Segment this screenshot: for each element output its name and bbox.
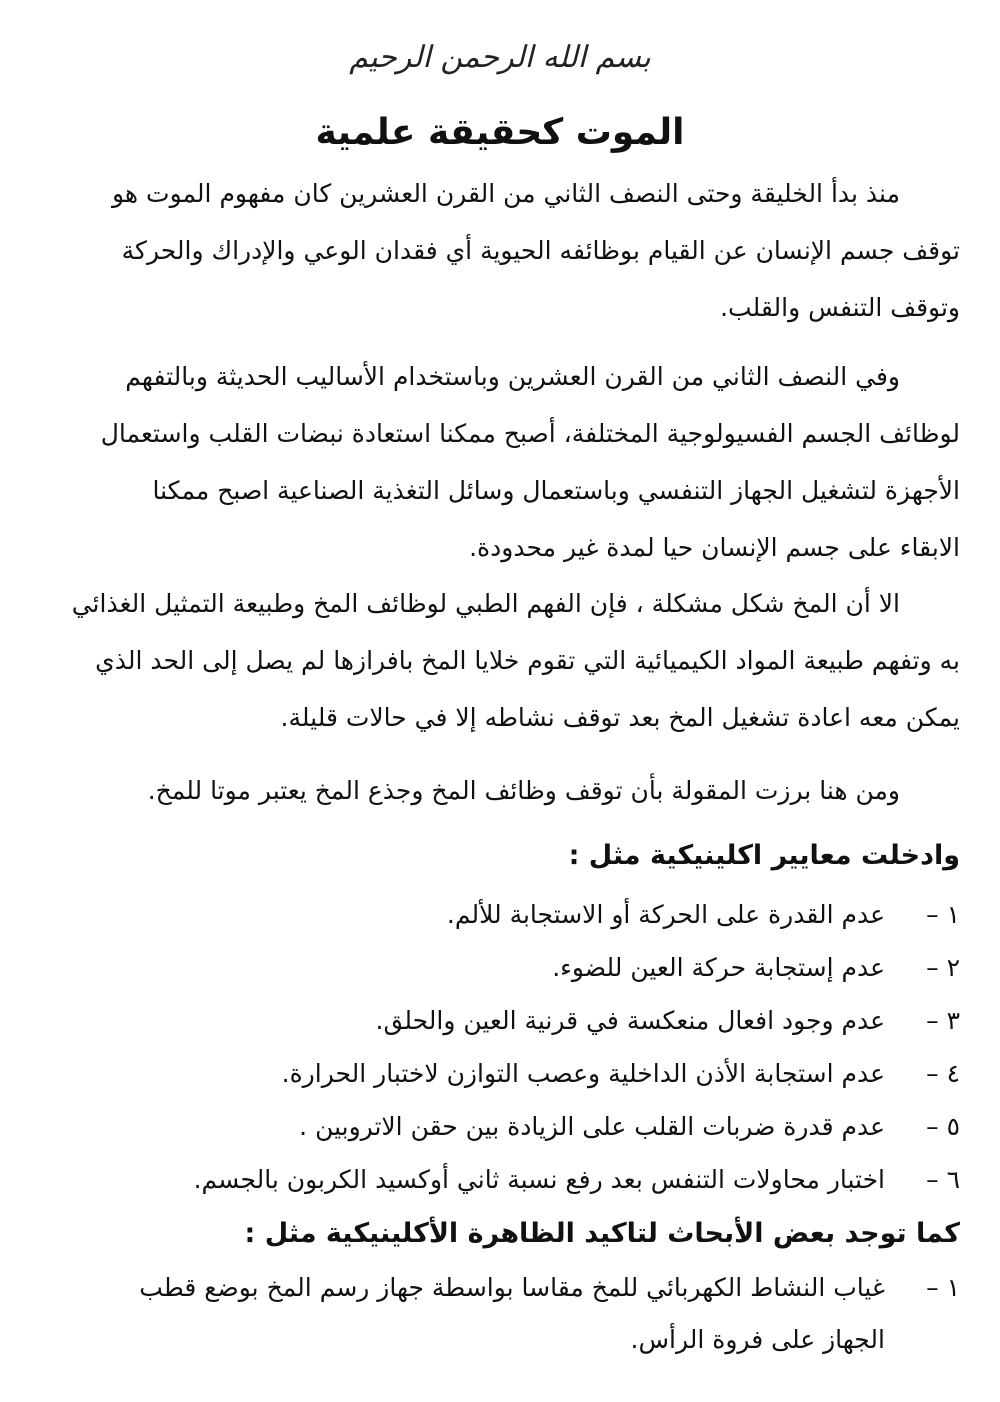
paragraph-line: توقف جسم الإنسان عن القيام بوظائفه الحيوية أي فقدان الوعي والإدراك والحركة (121, 236, 960, 265)
paragraph-4 (40, 762, 960, 819)
item-text: اختبار محاولات التنفس بعد رفع نسبة ثاني أوكسيد الكربون بالجسم. (193, 1165, 885, 1194)
paragraph-line: وتوقف التنفس والقلب. (720, 293, 960, 322)
item-text: عدم استجابة الأذن الداخلية وعصب التوازن لاختبار الحرارة. (281, 1059, 885, 1088)
bismillah-header: بسم الله الرحمن الرحيم (349, 40, 651, 75)
item-text: عدم القدرة على الحركة أو الاستجابة للألم. (446, 900, 885, 929)
criteria-heading: وادخلت معايير اكلينيكية مثل : (568, 840, 960, 871)
item-number: ١ – (926, 1273, 960, 1302)
research-heading: كما توجد بعض الأبحاث لتاكيد الظاهرة الأكلينيكية مثل : (244, 1218, 960, 1249)
list-item (40, 994, 960, 1047)
item-number: ٥ – (926, 1112, 960, 1141)
item-text-continued: الجهاز على فروة الرأس. (630, 1325, 885, 1354)
item-text: غياب النشاط الكهربائي للمخ مقاسا بواسطة جهاز رسم المخ بوضع قطب (139, 1273, 885, 1302)
list-item (40, 1262, 960, 1366)
item-number: ٤ – (926, 1059, 960, 1088)
list-item (40, 1153, 960, 1206)
item-number: ٦ – (926, 1165, 960, 1194)
paragraph-1 (40, 165, 960, 336)
research-list (40, 1262, 960, 1366)
paragraph-line: وفي النصف الثاني من القرن العشرين وباستخدام الأساليب الحديثة وبالتفهم (125, 362, 900, 391)
item-number: ١ – (926, 900, 960, 929)
paragraph-line: به وتفهم طبيعة المواد الكيميائية التي تقوم خلايا المخ بافرازها لم يصل إلى الحد الذي (95, 646, 960, 675)
list-item (40, 1047, 960, 1100)
list-item (40, 888, 960, 941)
list-item (40, 941, 960, 994)
paragraph-3 (40, 575, 960, 746)
item-text: عدم وجود افعال منعكسة في قرنية العين والحلق. (375, 1006, 885, 1035)
criteria-list (40, 888, 960, 1206)
item-text: عدم إستجابة حركة العين للضوء. (552, 953, 885, 982)
paragraph-line: منذ بدأ الخليقة وحتى النصف الثاني من القرن العشرين كان مفهوم الموت هو (111, 179, 900, 208)
item-number: ٣ – (926, 1006, 960, 1035)
item-number: ٢ – (926, 953, 960, 982)
list-item (40, 1100, 960, 1153)
page-title: الموت كحقيقة علمية (315, 112, 685, 153)
paragraph-line: الابقاء على جسم الإنسان حيا لمدة غير محدودة. (469, 533, 960, 562)
paragraph-line: الأجهزة لتشغيل الجهاز التنفسي وباستعمال وسائل التغذية الصناعية اصبح ممكنا (152, 476, 960, 505)
paragraph-line: الا أن المخ شكل مشكلة ، فإن الفهم الطبي لوظائف المخ وطبيعة التمثيل الغذائي (71, 589, 900, 618)
paragraph-line: يمكن معه اعادة تشغيل المخ بعد توقف نشاطه إلا في حالات قليلة. (280, 703, 960, 732)
paragraph-line: لوظائف الجسم الفسيولوجية المختلفة، أصبح ممكنا استعادة نبضات القلب واستعمال (100, 419, 960, 448)
paragraph-line: ومن هنا برزت المقولة بأن توقف وظائف المخ وجذع المخ يعتبر موتا للمخ. (147, 776, 900, 805)
item-text: عدم قدرة ضربات القلب على الزيادة بين حقن الاتروبين . (299, 1112, 885, 1141)
paragraph-2 (40, 348, 960, 576)
